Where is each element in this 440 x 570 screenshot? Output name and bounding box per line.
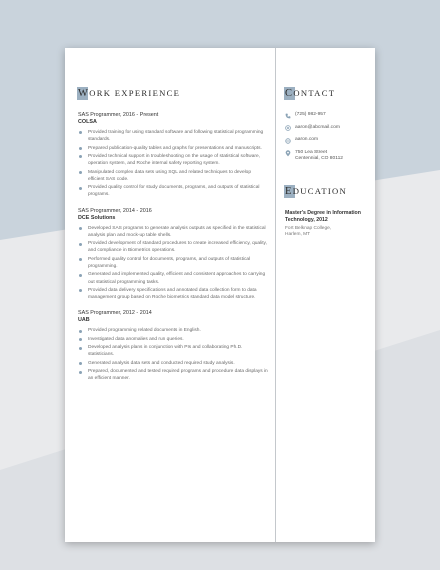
job-title: SAS Programmer, 2012 - 2014 (78, 310, 152, 317)
work-experience-heading (78, 88, 268, 102)
job-title: SAS Programmer, 2016 - Present (78, 112, 159, 118)
job-bullet: Prepared, documented and tested required programs and procedure data displays in an efficient manner. (78, 368, 268, 382)
column-divider (275, 48, 276, 542)
email-icon (285, 125, 295, 132)
heading-initial: C (285, 88, 294, 99)
job-bullet: Provided technical support in troubleshooting on the usage of statistical software, operation system, and Roche internal safety reporting system. (78, 153, 268, 167)
education-degree: Master's Degree in Information Technology, 2012 (285, 210, 361, 223)
job-entry (78, 310, 268, 382)
heading-text: DUCATION (292, 186, 348, 197)
contact-address (285, 150, 369, 163)
job-bullet: Provided data delivery specifications and annotated data collection form to data management group based on Roche biometrics standard data model structure. (78, 287, 268, 301)
job-bullet: Provided training for using standard software and following statistical programming standards. (78, 129, 268, 143)
job-bullet: Manipulated complex data sets using SQL and related techniques to develop efficient SAS code. (78, 169, 268, 183)
resume-page (65, 48, 375, 542)
job-organization: DCE Solutions (78, 214, 116, 221)
globe-icon (285, 137, 295, 144)
heading-initial: W (78, 88, 90, 99)
education-school (285, 226, 369, 239)
contact-phone (285, 112, 369, 119)
address-line-2: Centennial, CO 80112 (295, 155, 344, 161)
address-line-1: 750 Lea Street (295, 149, 328, 155)
job-bullet: Provided quality control for study documents, programs, and outputs of statistical programs. (78, 184, 268, 198)
heading-text: ORK EXPERIENCE (89, 88, 181, 98)
education-heading (285, 186, 369, 200)
left-column (78, 88, 268, 392)
job-bullet: Investigated data anomalies and run queries. (78, 336, 268, 343)
job-bullet-list (78, 327, 268, 382)
website-url[interactable]: aaron.com (295, 137, 319, 142)
job-bullet: Provided development of standard procedures to create increased efficiency, quality, and compliance in Biometrics operations. (78, 240, 268, 254)
contact-website (285, 137, 369, 144)
job-organization: UAB (78, 317, 90, 324)
contact-heading (285, 88, 369, 102)
job-entry (78, 112, 268, 199)
job-bullet-list (78, 225, 268, 302)
job-bullet: Developed SAS programs to generate analysis outputs as specified in the statistical analysis plan and mock-up table shells. (78, 225, 268, 239)
job-bullet: Generated analysis data sets and conducted required study analysis. (78, 360, 268, 367)
heading-initial: E (285, 186, 293, 198)
school-name: Fort Belknap College, (285, 225, 332, 231)
job-bullet-list (78, 129, 268, 199)
job-bullet: Developed analysis plans in conjunction with PIs and collaborating Ph.D. statisticians. (78, 344, 268, 358)
job-title: SAS Programmer, 2014 - 2016 (78, 207, 152, 214)
job-organization: COLSA (78, 119, 97, 125)
email-address[interactable]: aaron@abcmail.com (295, 124, 340, 130)
job-entry (78, 208, 268, 302)
job-list (78, 112, 268, 383)
contact-email (285, 125, 369, 132)
phone-number[interactable]: (725) 982-957 (295, 112, 326, 117)
job-bullet: Performed quality control for documents, programs, and outputs of statistical programming. (78, 256, 268, 270)
job-bullet: Generated and implemented quality, efficient and consistent approaches to carrying out statistical programming tasks. (78, 271, 268, 285)
location-pin-icon (285, 150, 295, 158)
job-bullet: Provided programming related documents in English. (78, 327, 268, 334)
heading-text: ONTACT (293, 88, 336, 98)
phone-icon (285, 112, 295, 119)
school-location: Harlem, MT (285, 231, 311, 237)
job-bullet: Prepared publication-quality tables and graphs for presentations and manuscripts. (78, 145, 268, 152)
right-column (285, 88, 369, 238)
